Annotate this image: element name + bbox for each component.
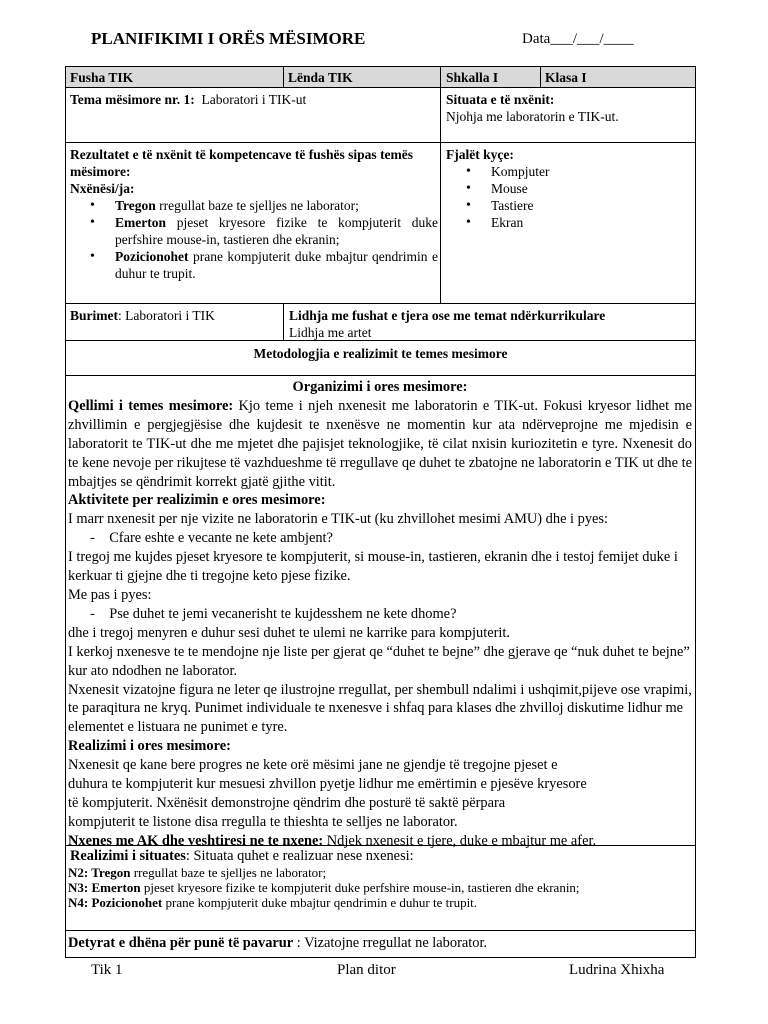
fjalet-cell <box>446 146 691 231</box>
klasa-cell: Klasa I <box>545 70 587 85</box>
situates-label: Realizimi i situates <box>70 848 186 864</box>
list-item <box>68 895 692 910</box>
situata-cell <box>446 91 691 125</box>
situates-text: : Situata quhet e realizuar nese nxenesi: <box>185 848 414 864</box>
detyrat-text: : Vizatojne rregullat ne laborator. <box>293 935 488 951</box>
qellimi-text: Kjo teme i njeh nxenesit me laboratorin e TIK-ut. Fokusi kryesor lidhet me zhvillimin e pergjegjësise dhe kujdesit te nxenësve ne momentin kur ata ndërveprojne me mjedisin e laboratorit te TIK-ut dhe me mjetet dhe pajisjet teknologjike, të cilat nxisin kuriozitetin e tyre. Nxenesit do te kene nevoje per rikujtese të vazhdueshme të rregullave qe duhet te zbatojne ne laboratorin e TIK ut dhe te mbajtjes se qëndrimit korrekt gjatë gjithe vitit. <box>68 397 692 490</box>
burimet-label: Burimet <box>70 308 118 323</box>
situates-cell <box>70 848 692 910</box>
list-item <box>68 880 692 895</box>
page-title: PLANIFIKIMI I ORËS MËSIMORE <box>91 29 366 48</box>
situata-label: Situata e të nxënit: <box>446 92 555 107</box>
list-item: • Mouse <box>446 180 691 197</box>
footer-left: Tik 1 <box>91 962 123 978</box>
lidhja-value: Lidhja me artet <box>289 325 372 340</box>
list-item: • Ekran <box>446 214 691 231</box>
lidhja-label: Lidhja me fushat e tjera ose me temat ndërkurrikulare <box>289 308 606 323</box>
burimet-value: : Laboratori i TIK <box>118 308 215 323</box>
question-text: Pse duhet te jemi vecanerisht te kujdesshem ne kete dhome? <box>109 605 457 622</box>
qellimi-label: Qellimi i temes mesimore: <box>68 397 234 414</box>
rezultatet-sub: Nxënësi/ja: <box>70 181 135 196</box>
question-text: Cfare eshte e vecante ne kete ambjent? <box>109 530 333 547</box>
item-verb: Pozicionohet <box>115 249 189 264</box>
shkalla-cell: Shkalla I <box>446 70 499 85</box>
item-code: N4: Pozicionohet <box>68 895 163 910</box>
question-item: - Pse duhet te jemi vecanerisht te kujdesshem ne kete dhome? <box>90 605 457 622</box>
qellimi-paragraph <box>68 397 692 492</box>
date-field: Data___/___/____ <box>522 31 634 47</box>
item-code: N2: Tregon <box>68 865 131 880</box>
detyrat-cell <box>68 935 692 952</box>
organizimi-cell <box>68 378 692 851</box>
tema-label: Tema mësimore nr. 1: <box>70 92 195 107</box>
item-verb: Emerton <box>115 215 166 230</box>
footer-center: Plan ditor <box>337 962 396 978</box>
list-item <box>70 248 438 282</box>
footer-right: Ludrina Xhixha <box>569 962 665 978</box>
item-text: pjeset kryesore fizike te kompjuterit duke perfshire mouse-in, tastieren dhe ekranin; <box>115 215 438 247</box>
detyrat-label: Detyrat e dhëna për punë të pavarur <box>68 935 294 951</box>
situata-value: Njohja me laboratorin e TIK-ut. <box>446 109 619 124</box>
activity-paragraph: I marr nxenesit per nje vizite ne laboratorin e TIK-ut (ku zhvillohet mesimi AMU) dhe i pyes: <box>68 511 609 528</box>
rezultatet-cell <box>70 146 438 282</box>
ak-label: Nxenes me AK dhe veshtiresi ne te nxene: <box>68 832 324 849</box>
activity-paragraph: Nxenesit vizatojne figura ne leter qe ilustrojne rregullat, per shembull ndalimi i ushqimit,pijeve ose vrapimi, te paraqitura ne kryq. Punimet individuale te nxenesve i shfaq para klases dhe zhvilloj diskutime lidhur me elementet e listuara ne punimet e tyre. <box>68 681 692 736</box>
activity-paragraph: Me pas i pyes: <box>68 586 152 603</box>
realizimi-line: kompjuterit te listone disa rregulla te thieshta te selljes ne laborator. <box>68 813 458 830</box>
item-text: rregullat baze te sjelljes ne laborator; <box>155 198 359 213</box>
activity-paragraph: I tregoj me kujdes pjeset kryesore te kompjuterit, si mouse-in, tastieren, ekranin dhe i testoj femijet duke i kerkuar ti gjejne dhe ti tregojne keto pjese fizike. <box>68 549 678 585</box>
realizimi-line: të kompjuterit. Nxënësit demonstrojne qëndrim dhe posturë të saktë përpara <box>68 794 506 811</box>
item-code: N3: Emerton <box>68 880 141 895</box>
lidhja-cell <box>289 307 691 341</box>
rezultatet-heading: Rezultatet e të nxënit të kompetencave të fushës sipas temës mësimore: <box>70 147 414 179</box>
realizimi-line: duhura te kompjuterit kur mesuesi zhvillon pyetje lidhur me emërtimin e pjesëve kryesore <box>68 776 587 793</box>
item-text: rregullat baze te sjelljes ne laborator; <box>130 865 327 880</box>
ak-text: Ndjek nxenesit e tjere, duke e mbajtur me afer. <box>323 832 597 849</box>
list-item: • Kompjuter <box>446 163 691 180</box>
realizimi-label: Realizimi i ores mesimore: <box>68 738 231 755</box>
fjalet-label: Fjalët kyçe: <box>446 147 514 162</box>
situates-heading <box>70 848 692 865</box>
aktivitete-label: Aktivitete per realizimin e ores mesimore: <box>68 492 326 509</box>
item-text: prane kompjuterit duke mbajtur qendrimin e duhur te trupit. <box>115 249 438 281</box>
tema-value: Laboratori i TIK-ut <box>201 92 307 107</box>
realizimi-line: Nxenesit qe kane bere progres ne kete orë mësimi jane ne gjendje të tregojne pjeset e <box>68 757 558 774</box>
list-item: • Tastiere <box>446 197 691 214</box>
organizimi-title: Organizimi i ores mesimore: <box>292 379 468 395</box>
list-item <box>70 197 438 214</box>
list-item <box>68 865 692 880</box>
metodologjia-heading: Metodologjia e realizimit te temes mesimore <box>253 346 508 361</box>
question-item: - Cfare eshte e vecante ne kete ambjent? <box>90 530 333 547</box>
activity-paragraph: I kerkoj nxenesve te te mendojne nje liste per gjerat qe “duhet te bejne” dhe gjerave qe “nuk duhet te bejne” kur ato ndodhen ne laborator. <box>68 643 690 679</box>
fusha-cell: Fusha TIK <box>70 70 134 85</box>
lenda-cell: Lënda TIK <box>288 70 353 85</box>
list-item <box>70 214 438 248</box>
situates-list <box>68 865 692 910</box>
item-text: prane kompjuterit duke mbajtur qendrimin e duhur te trupit. <box>162 895 478 910</box>
item-text: pjeset kryesore fizike te kompjuterit duke perfshire mouse-in, tastieren dhe ekranin; <box>140 880 580 895</box>
tema-cell <box>70 91 435 108</box>
burimet-cell <box>70 307 280 324</box>
item-verb: Tregon <box>115 198 156 213</box>
activity-paragraph: dhe i tregoj menyren e duhur sesi duhet te ulemi ne karrike para kompjuterit. <box>68 624 510 641</box>
